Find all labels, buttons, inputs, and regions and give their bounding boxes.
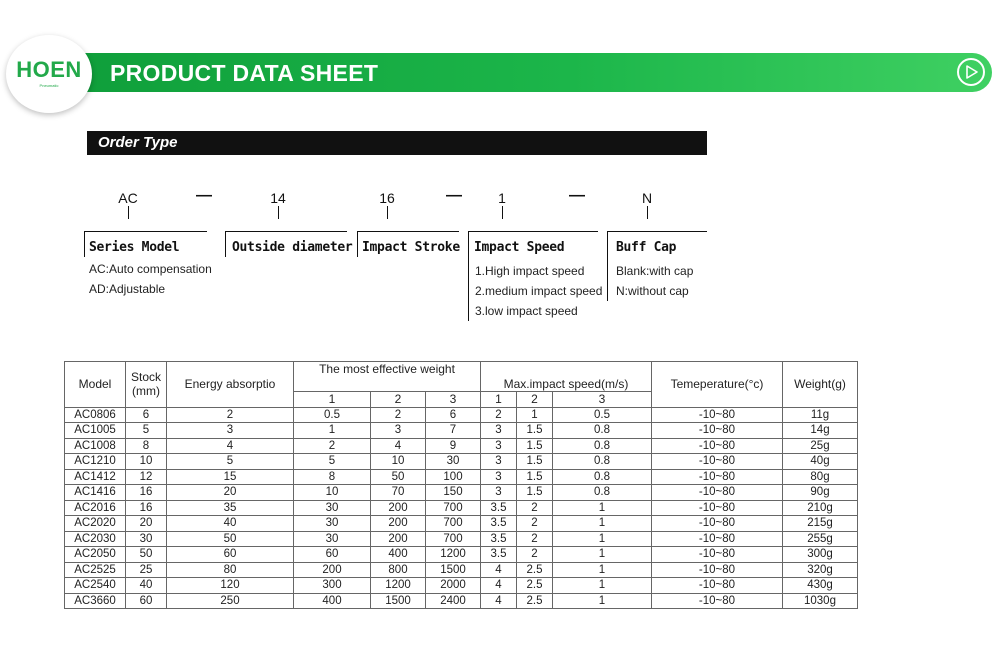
header-weight: Weight(g)	[783, 362, 858, 408]
cell-speed-3: 0.8	[553, 438, 652, 454]
cell-speed-3: 1	[553, 578, 652, 594]
cell-temperature: -10~80	[652, 578, 783, 594]
subheader: 3	[553, 392, 652, 408]
cell-speed-1: 4	[481, 578, 517, 594]
code-stroke: 16	[379, 190, 395, 206]
cell-model: AC2020	[65, 516, 126, 532]
cell-energy: 120	[167, 578, 294, 594]
table-row	[65, 578, 858, 594]
cell-speed-3: 1	[553, 547, 652, 563]
cell-weight: 300g	[783, 547, 858, 563]
cell-energy: 3	[167, 423, 294, 439]
cell-speed-3: 1	[553, 516, 652, 532]
cell-weight-3: 1200	[426, 547, 481, 563]
subheader: 2	[371, 392, 426, 408]
header-speed-group: Max.impact speed(m/s)	[481, 362, 652, 392]
cell-model: AC2050	[65, 547, 126, 563]
cell-weight-3: 2000	[426, 578, 481, 594]
cell-weight-3: 9	[426, 438, 481, 454]
field-underline	[607, 231, 707, 232]
field-divider	[357, 231, 358, 257]
table-row	[65, 531, 858, 547]
header-temperature: Temeperature(°c)	[652, 362, 783, 408]
cell-temperature: -10~80	[652, 407, 783, 423]
field-divider	[607, 231, 608, 301]
cell-energy: 35	[167, 500, 294, 516]
cell-weight: 11g	[783, 407, 858, 423]
spec-table	[64, 361, 858, 609]
cell-weight-1: 30	[294, 531, 371, 547]
table-row	[65, 516, 858, 532]
cell-model: AC2540	[65, 578, 126, 594]
code-cap: N	[641, 190, 653, 206]
cell-stock: 16	[126, 500, 167, 516]
cell-weight: 90g	[783, 485, 858, 501]
field-title-speed: Impact Speed	[474, 240, 565, 255]
cell-weight: 215g	[783, 516, 858, 532]
cell-weight-3: 7	[426, 423, 481, 439]
cell-speed-1: 3	[481, 454, 517, 470]
cell-energy: 40	[167, 516, 294, 532]
table-row	[65, 547, 858, 563]
cell-speed-1: 3.5	[481, 531, 517, 547]
cell-temperature: -10~80	[652, 547, 783, 563]
cell-stock: 60	[126, 593, 167, 609]
cell-weight-2: 200	[371, 531, 426, 547]
cell-weight-3: 100	[426, 469, 481, 485]
cell-model: AC1005	[65, 423, 126, 439]
cell-weight-2: 2	[371, 407, 426, 423]
cell-weight-3: 30	[426, 454, 481, 470]
cell-weight-2: 50	[371, 469, 426, 485]
cell-speed-3: 0.8	[553, 485, 652, 501]
logo-text: HOEN	[16, 57, 82, 82]
page-title: PRODUCT DATA SHEET	[110, 60, 379, 86]
cell-energy: 20	[167, 485, 294, 501]
cell-weight-1: 60	[294, 547, 371, 563]
cell-weight: 320g	[783, 562, 858, 578]
cell-weight-1: 30	[294, 500, 371, 516]
cell-weight-2: 400	[371, 547, 426, 563]
cell-speed-2: 2	[517, 500, 553, 516]
cell-weight-2: 10	[371, 454, 426, 470]
cell-energy: 250	[167, 593, 294, 609]
table-row	[65, 454, 858, 470]
cell-speed-3: 1	[553, 531, 652, 547]
field-divider	[468, 231, 469, 321]
cell-speed-3: 0.5	[553, 407, 652, 423]
cell-speed-1: 3	[481, 469, 517, 485]
cell-stock: 50	[126, 547, 167, 563]
cell-speed-1: 2	[481, 407, 517, 423]
cell-model: AC1416	[65, 485, 126, 501]
cell-speed-2: 1.5	[517, 438, 553, 454]
separator-dash: —	[569, 187, 585, 204]
cell-stock: 25	[126, 562, 167, 578]
cell-speed-2: 2	[517, 516, 553, 532]
cell-speed-1: 4	[481, 593, 517, 609]
cell-speed-2: 2	[517, 531, 553, 547]
cell-weight-1: 400	[294, 593, 371, 609]
cell-speed-1: 3.5	[481, 516, 517, 532]
subheader: 1	[294, 392, 371, 408]
cell-stock: 8	[126, 438, 167, 454]
brand-logo	[6, 35, 92, 113]
cell-model: AC2030	[65, 531, 126, 547]
field-title-diameter: Outside diameter	[232, 240, 353, 255]
cell-speed-2: 1.5	[517, 469, 553, 485]
cell-speed-1: 3.5	[481, 500, 517, 516]
connector-tick	[278, 206, 279, 219]
cell-speed-2: 2.5	[517, 562, 553, 578]
field-underline	[84, 231, 207, 232]
cell-speed-2: 1.5	[517, 454, 553, 470]
cell-weight-1: 0.5	[294, 407, 371, 423]
field-title-cap: Buff Cap	[616, 240, 677, 255]
cell-weight: 80g	[783, 469, 858, 485]
cell-stock: 10	[126, 454, 167, 470]
field-desc-line: 3.low impact speed	[475, 304, 578, 318]
field-underline	[225, 231, 347, 232]
header-energy: Energy absorptio	[167, 362, 294, 408]
field-desc-line: N:without cap	[616, 284, 689, 298]
cell-weight-2: 3	[371, 423, 426, 439]
cell-temperature: -10~80	[652, 454, 783, 470]
cell-weight-3: 150	[426, 485, 481, 501]
cell-speed-1: 3	[481, 438, 517, 454]
spec-table-body	[65, 407, 858, 609]
logo-subtext: Pneumatic	[39, 83, 59, 88]
cell-speed-2: 2.5	[517, 578, 553, 594]
field-title-stroke: Impact Stroke	[362, 240, 460, 255]
cell-energy: 5	[167, 454, 294, 470]
connector-tick	[647, 206, 648, 219]
cell-energy: 50	[167, 531, 294, 547]
code-series: AC	[118, 190, 138, 206]
cell-energy: 60	[167, 547, 294, 563]
cell-model: AC0806	[65, 407, 126, 423]
field-divider	[84, 231, 85, 257]
field-underline	[468, 231, 598, 232]
cell-model: AC1210	[65, 454, 126, 470]
header-stock: Stock (mm)	[126, 362, 167, 408]
subheader: 2	[517, 392, 553, 408]
cell-speed-3: 0.8	[553, 469, 652, 485]
header-weight-group: The most effective weight	[294, 362, 481, 392]
cell-weight-3: 700	[426, 516, 481, 532]
field-desc-line: 1.High impact speed	[475, 264, 585, 278]
cell-energy: 2	[167, 407, 294, 423]
cell-temperature: -10~80	[652, 500, 783, 516]
cell-model: AC3660	[65, 593, 126, 609]
separator-dash: —	[196, 187, 212, 204]
cell-weight-1: 200	[294, 562, 371, 578]
code-speed: 1	[498, 190, 506, 206]
cell-weight-2: 1500	[371, 593, 426, 609]
header-model: Model	[65, 362, 126, 408]
separator-dash: —	[446, 187, 462, 204]
cell-speed-1: 3	[481, 423, 517, 439]
cell-energy: 15	[167, 469, 294, 485]
cell-temperature: -10~80	[652, 562, 783, 578]
cell-weight: 25g	[783, 438, 858, 454]
table-row	[65, 407, 858, 423]
cell-stock: 16	[126, 485, 167, 501]
cell-energy: 4	[167, 438, 294, 454]
field-title-series: Series Model	[89, 240, 180, 255]
cell-speed-3: 1	[553, 500, 652, 516]
cell-temperature: -10~80	[652, 531, 783, 547]
cell-speed-2: 1	[517, 407, 553, 423]
cell-speed-2: 1.5	[517, 423, 553, 439]
cell-stock: 30	[126, 531, 167, 547]
cell-weight-1: 10	[294, 485, 371, 501]
subheader: 3	[426, 392, 481, 408]
field-desc-line: Blank:with cap	[616, 264, 694, 278]
connector-tick	[387, 206, 388, 219]
table-row	[65, 593, 858, 609]
table-row	[65, 562, 858, 578]
cell-weight-2: 200	[371, 500, 426, 516]
connector-tick	[502, 206, 503, 219]
table-row	[65, 438, 858, 454]
cell-weight-3: 6	[426, 407, 481, 423]
cell-weight: 1030g	[783, 593, 858, 609]
cell-weight-1: 30	[294, 516, 371, 532]
cell-stock: 5	[126, 423, 167, 439]
subheader: 1	[481, 392, 517, 408]
cell-weight-1: 2	[294, 438, 371, 454]
cell-weight-1: 5	[294, 454, 371, 470]
table-row	[65, 423, 858, 439]
cell-weight-1: 300	[294, 578, 371, 594]
cell-speed-2: 2.5	[517, 593, 553, 609]
cell-weight-2: 800	[371, 562, 426, 578]
cell-temperature: -10~80	[652, 593, 783, 609]
cell-stock: 20	[126, 516, 167, 532]
cell-speed-1: 4	[481, 562, 517, 578]
field-desc-line: 2.medium impact speed	[475, 284, 603, 298]
cell-speed-1: 3	[481, 485, 517, 501]
cell-model: AC2016	[65, 500, 126, 516]
cell-speed-3: 1	[553, 562, 652, 578]
cell-weight-2: 200	[371, 516, 426, 532]
cell-weight-3: 700	[426, 500, 481, 516]
table-row	[65, 500, 858, 516]
cell-weight: 40g	[783, 454, 858, 470]
cell-weight-3: 700	[426, 531, 481, 547]
cell-weight-1: 8	[294, 469, 371, 485]
order-type-band	[87, 131, 707, 155]
field-desc-line: AD:Adjustable	[89, 282, 166, 296]
cell-model: AC1412	[65, 469, 126, 485]
cell-speed-2: 1.5	[517, 485, 553, 501]
cell-speed-1: 3.5	[481, 547, 517, 563]
field-desc-line: AC:Auto compensation	[89, 262, 212, 276]
cell-speed-3: 1	[553, 593, 652, 609]
cell-weight: 430g	[783, 578, 858, 594]
cell-weight-3: 2400	[426, 593, 481, 609]
cell-temperature: -10~80	[652, 516, 783, 532]
cell-weight-2: 70	[371, 485, 426, 501]
cell-weight-1: 1	[294, 423, 371, 439]
cell-model: AC2525	[65, 562, 126, 578]
table-row	[65, 485, 858, 501]
cell-stock: 40	[126, 578, 167, 594]
cell-speed-3: 0.8	[553, 423, 652, 439]
cell-weight: 14g	[783, 423, 858, 439]
cell-weight-2: 1200	[371, 578, 426, 594]
cell-model: AC1008	[65, 438, 126, 454]
cell-weight: 255g	[783, 531, 858, 547]
play-circle-icon[interactable]	[957, 58, 985, 86]
field-underline	[357, 231, 459, 232]
cell-stock: 12	[126, 469, 167, 485]
code-diameter: 14	[270, 190, 286, 206]
cell-stock: 6	[126, 407, 167, 423]
field-divider	[225, 231, 226, 257]
cell-weight: 210g	[783, 500, 858, 516]
order-type-title: Order Type	[98, 134, 178, 151]
cell-temperature: -10~80	[652, 469, 783, 485]
cell-speed-2: 2	[517, 547, 553, 563]
cell-temperature: -10~80	[652, 423, 783, 439]
connector-tick	[128, 206, 129, 219]
cell-weight-3: 1500	[426, 562, 481, 578]
cell-temperature: -10~80	[652, 485, 783, 501]
cell-speed-3: 0.8	[553, 454, 652, 470]
cell-energy: 80	[167, 562, 294, 578]
cell-weight-2: 4	[371, 438, 426, 454]
cell-temperature: -10~80	[652, 438, 783, 454]
table-row	[65, 469, 858, 485]
